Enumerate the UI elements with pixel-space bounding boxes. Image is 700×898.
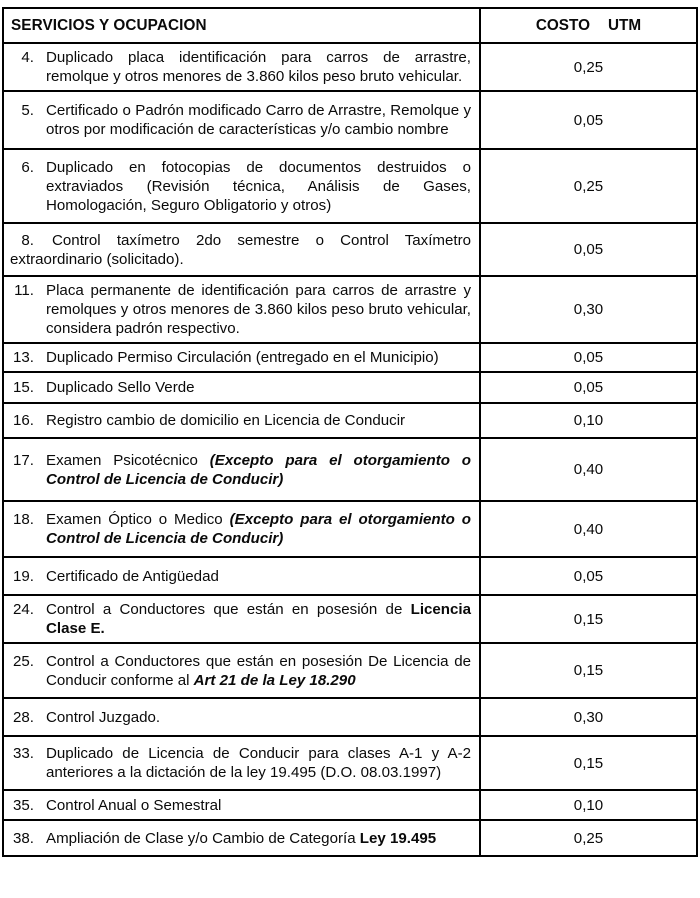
table-row	[4, 222, 696, 275]
table-row	[4, 642, 696, 697]
item-number: 28.	[13, 708, 34, 726]
item-number: 18.	[13, 511, 34, 528]
cost-cell	[481, 277, 696, 342]
table-header-row	[4, 9, 696, 42]
service-cell	[4, 44, 481, 90]
service-text: Duplicado en fotocopias de documentos destruidos o extraviados (Revisión técnica, Análisis de Gases, Homologación, Seguro Obligatorio y otros)	[46, 158, 471, 214]
cost-value: 0,25	[573, 829, 604, 847]
service-cell	[4, 502, 481, 556]
cost-cell	[481, 699, 696, 735]
cost-value: 0,05	[573, 241, 604, 258]
cost-value: 0,05	[573, 567, 604, 585]
cost-value: 0,15	[573, 662, 604, 679]
item-number: 5.	[21, 102, 34, 119]
service-cell	[4, 150, 481, 222]
service-cell	[4, 404, 481, 437]
item-number: 13.	[13, 349, 34, 366]
table-row	[4, 735, 696, 789]
cost-cell	[481, 439, 696, 500]
cost-value: 0,05	[573, 111, 604, 129]
service-cell	[4, 439, 481, 500]
table-row	[4, 789, 696, 819]
service-cell	[4, 791, 481, 819]
item-number: 33.	[13, 745, 34, 762]
service-paragraph	[10, 744, 471, 782]
tariff-table	[2, 7, 698, 857]
service-text: (Excepto para el otorgamiento o Control de Licencia de Conducir)	[46, 511, 471, 547]
service-paragraph	[10, 348, 471, 367]
services-header-label: SERVICIOS Y OCUPACION	[11, 16, 207, 34]
service-cell	[4, 92, 481, 148]
cost-cell	[481, 737, 696, 789]
item-number: 6.	[21, 158, 34, 176]
cost-cell	[481, 373, 696, 402]
service-text: Registro cambio de domicilio en Licencia de Conducir	[46, 412, 406, 429]
service-text: Ley 19.495	[359, 829, 437, 847]
service-text: Licencia Clase E.	[46, 601, 471, 637]
service-text: Control Anual o Semestral	[46, 796, 222, 814]
services-header-cell	[4, 9, 481, 42]
cost-value: 0,10	[573, 412, 604, 429]
cost-cell	[481, 821, 696, 855]
item-number: 24.	[13, 601, 34, 618]
item-number: 38.	[13, 829, 34, 847]
service-paragraph	[10, 600, 471, 638]
service-paragraph	[10, 378, 471, 397]
utm-header-label: UTM	[607, 16, 642, 34]
service-paragraph	[10, 510, 471, 548]
cost-value: 0,15	[573, 610, 604, 628]
service-cell	[4, 644, 481, 697]
cost-value: 0,05	[573, 379, 604, 396]
service-text: Duplicado Sello Verde	[46, 379, 195, 396]
cost-value: 0,10	[573, 796, 604, 814]
cost-value: 0,15	[573, 754, 604, 772]
item-number: 4.	[21, 49, 34, 66]
service-text: Art 21 de la Ley 18.290	[193, 671, 356, 689]
table-row	[4, 594, 696, 642]
item-number: 35.	[13, 796, 34, 814]
service-cell	[4, 373, 481, 402]
service-text: Control Juzgado.	[46, 708, 161, 726]
service-paragraph	[10, 101, 471, 139]
service-paragraph	[10, 451, 471, 489]
item-number: 19.	[13, 567, 34, 585]
service-paragraph	[10, 281, 471, 338]
service-text: Duplicado placa identificación para carros de arrastre, remolque y otros menores de 3.860 kilos peso bruto vehicular.	[46, 49, 471, 85]
service-paragraph	[10, 567, 471, 586]
service-cell	[4, 344, 481, 371]
table-row	[4, 819, 696, 855]
item-number: 17.	[13, 451, 34, 469]
cost-value: 0,05	[573, 349, 604, 366]
service-text: Control a Conductores que están en posesión De Licencia de Conducir conforme al	[46, 652, 471, 689]
cost-header-label: COSTO	[535, 16, 590, 34]
service-paragraph	[10, 796, 471, 815]
table-row	[4, 42, 696, 90]
service-cell	[4, 699, 481, 735]
item-number: 15.	[13, 379, 34, 396]
table-row	[4, 371, 696, 402]
service-text: (Excepto para el otorgamiento o Control de Licencia de Conducir)	[46, 451, 471, 488]
service-cell	[4, 224, 481, 275]
cost-cell	[481, 224, 696, 275]
service-text: Duplicado de Licencia de Conducir para clases A-1 y A-2 anteriores a la dictación de la ley 19.495 (D.O. 08.03.1997)	[46, 745, 471, 781]
table-row	[4, 402, 696, 437]
service-text: Examen Óptico o Medico	[46, 511, 230, 528]
item-number: 8.	[21, 231, 34, 249]
cost-value: 0,25	[573, 58, 604, 76]
cost-header-cell	[481, 9, 696, 42]
service-text: Certificado de Antigüedad	[46, 567, 219, 585]
service-cell	[4, 558, 481, 594]
service-paragraph	[10, 48, 471, 86]
cost-value: 0,40	[573, 520, 604, 538]
service-paragraph	[10, 829, 471, 848]
table-row	[4, 437, 696, 500]
cost-cell	[481, 558, 696, 594]
service-cell	[4, 737, 481, 789]
service-cell	[4, 821, 481, 855]
item-number: 25.	[13, 652, 34, 670]
table-row	[4, 275, 696, 342]
service-cell	[4, 277, 481, 342]
service-text: Examen Psicotécnico	[46, 451, 210, 469]
service-paragraph	[10, 652, 471, 690]
cost-cell	[481, 92, 696, 148]
service-paragraph	[10, 158, 471, 215]
service-text: Control taxímetro 2do semestre o Control Taxímetro extraordinario (solicitado).	[10, 231, 471, 268]
cost-value: 0,40	[573, 461, 604, 478]
cost-cell	[481, 502, 696, 556]
cost-value: 0,30	[573, 301, 604, 318]
service-paragraph	[10, 708, 471, 727]
service-text: Duplicado Permiso Circulación (entregado en el Municipio)	[46, 349, 439, 366]
service-text: Control a Conductores que están en posesión de	[46, 601, 411, 618]
service-text: Placa permanente de identificación para carros de arrastre y remolques y otros menores de 3.860 kilos peso bruto vehicular, considera padrón respectivo.	[46, 282, 471, 337]
service-cell	[4, 596, 481, 642]
service-text: Ampliación de Clase y/o Cambio de Categoría	[46, 829, 360, 847]
cost-cell	[481, 150, 696, 222]
item-number: 16.	[13, 412, 34, 429]
cost-cell	[481, 404, 696, 437]
cost-cell	[481, 44, 696, 90]
cost-value: 0,25	[573, 177, 604, 195]
cost-cell	[481, 596, 696, 642]
table-body	[4, 42, 696, 855]
service-text: Certificado o Padrón modificado Carro de Arrastre, Remolque y otros por modificación de características y/o cambio nombre	[46, 102, 471, 138]
cost-cell	[481, 344, 696, 371]
item-number: 11.	[14, 282, 34, 299]
table-row	[4, 148, 696, 222]
table-row	[4, 342, 696, 371]
table-row	[4, 90, 696, 148]
table-row	[4, 500, 696, 556]
table-row	[4, 556, 696, 594]
cost-cell	[481, 791, 696, 819]
cost-cell	[481, 644, 696, 697]
cost-value: 0,30	[573, 708, 604, 726]
service-paragraph	[10, 231, 471, 269]
service-paragraph	[10, 411, 471, 430]
table-row	[4, 697, 696, 735]
